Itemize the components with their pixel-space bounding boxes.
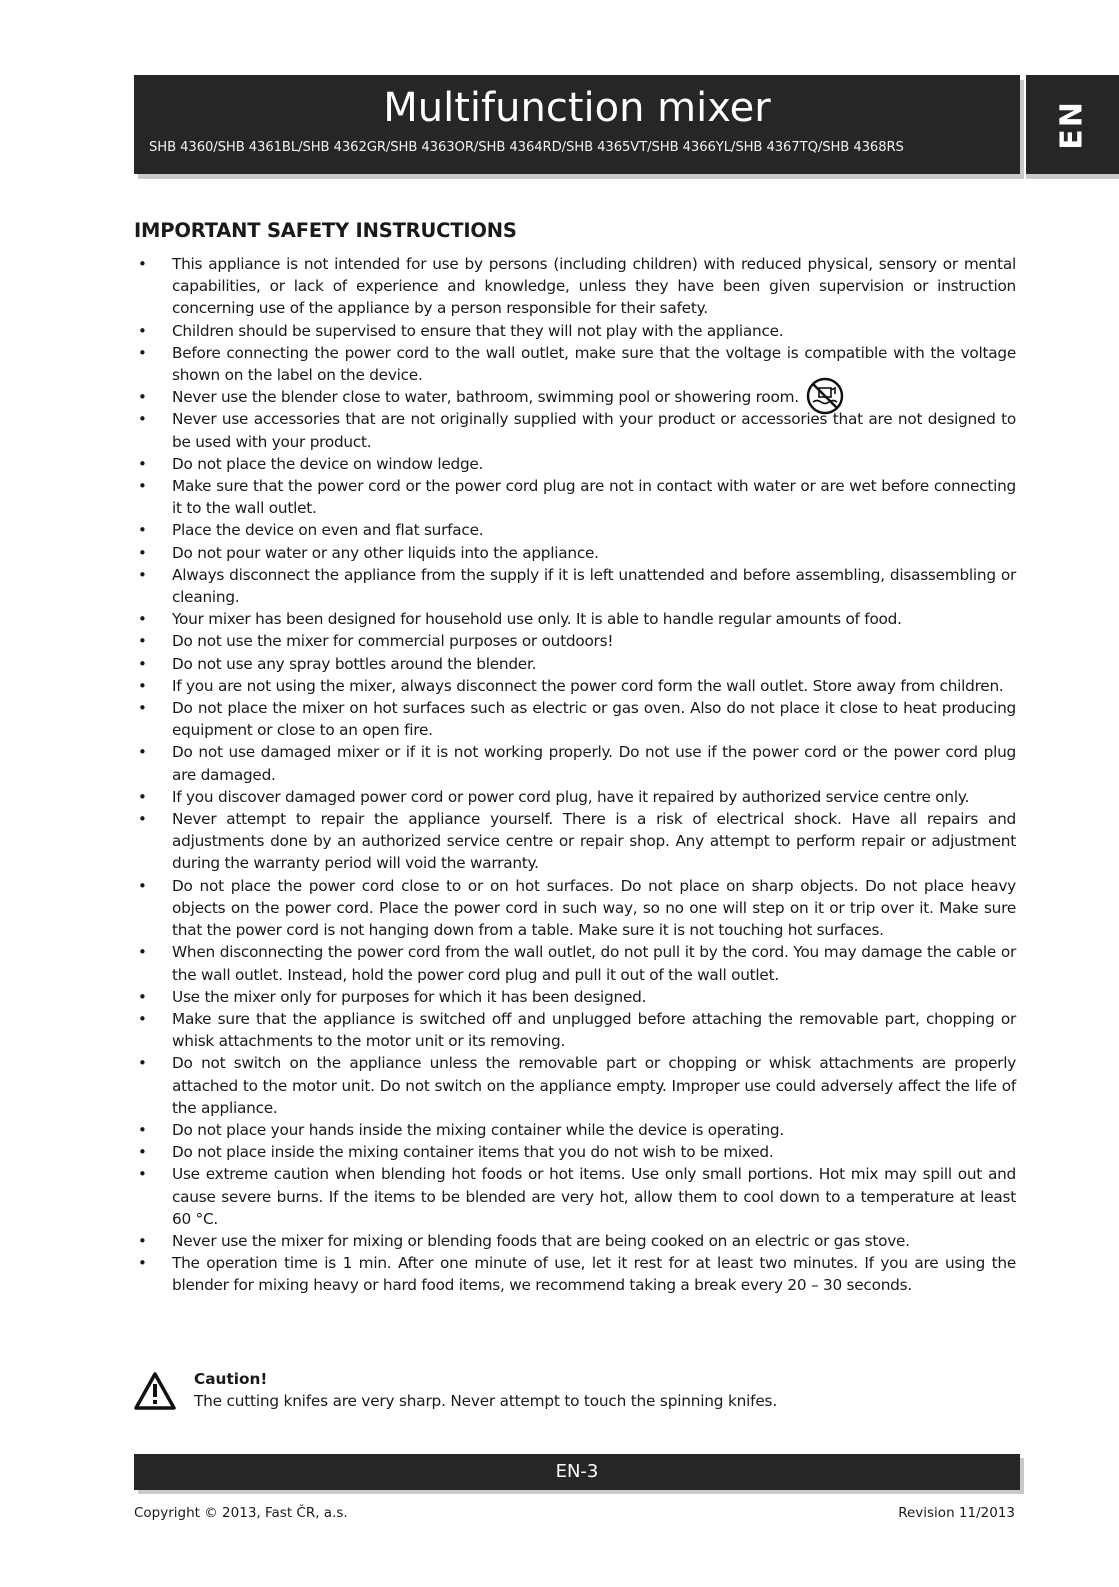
bullet: • — [138, 454, 147, 473]
instruction-text: Your mixer has been designed for household use only. It is able to handle regular amounts of food. — [172, 610, 902, 629]
bullet: • — [138, 632, 147, 651]
instruction-item — [134, 697, 1016, 741]
instruction-text: Do not use the mixer for commercial purposes or outdoors! — [172, 632, 614, 651]
instruction-item — [134, 408, 1016, 452]
instruction-item — [134, 1230, 1016, 1252]
instruction-text: If you are not using the mixer, always disconnect the power cord form the wall outlet. Store away from children. — [172, 676, 1004, 695]
bullet: • — [138, 943, 147, 962]
safety-instructions-list — [134, 253, 1016, 1297]
bullet: • — [138, 543, 147, 562]
bullet: • — [138, 255, 147, 273]
instruction-text: The operation time is 1 min. After one minute of use, let it rest for at least two minutes. If you are using the blender for mixing heavy or hard food items, we recommend taking a break every 20 – 30 seconds. — [172, 1254, 1016, 1295]
instruction-text: Do not place the device on window ledge. — [172, 454, 484, 473]
instruction-text: If you discover damaged power cord or power cord plug, have it repaired by authorized service centre only. — [172, 787, 970, 806]
caution-title: Caution! — [194, 1370, 268, 1388]
instruction-item — [134, 1252, 1016, 1296]
bullet: • — [138, 1009, 147, 1028]
warning-triangle-icon — [134, 1372, 176, 1410]
page-number: EN-3 — [555, 1461, 599, 1482]
bullet: • — [138, 987, 147, 1006]
instruction-item — [134, 519, 1016, 541]
bullet: • — [138, 410, 147, 429]
bullet: • — [138, 1165, 147, 1184]
instruction-text: Make sure that the appliance is switched off and unplugged before attaching the removable part, chopping or whisk attachments to the motor unit or its removing. — [172, 1009, 1016, 1051]
bullet: • — [138, 343, 147, 362]
bullet: • — [138, 610, 147, 629]
copyright: Copyright © 2013, Fast ČR, a.s. — [134, 1505, 348, 1521]
instruction-text: Do not use damaged mixer or if it is not working properly. Do not use if the power cord or the power cord plug are damaged. — [172, 743, 1016, 784]
language-label: EN — [1054, 100, 1090, 150]
instruction-text: Never use the mixer for mixing or blending foods that are being cooked on an electric or gas stove. — [172, 1231, 910, 1250]
instruction-text: Never attempt to repair the appliance yourself. There is a risk of electrical shock. Have all repairs and adjustments done by an authorized service centre or repair shop. Any attempt to perform repair or adjustment during the warranty period will void the warranty. — [172, 810, 1016, 873]
instruction-item — [134, 1163, 1016, 1230]
bullet: • — [138, 521, 147, 540]
bullet: • — [138, 565, 147, 584]
instruction-text: This appliance is not intended for use by persons (including children) with reduced physical, sensory or mental capabilities, or lack of experience and knowledge, unless they have been given supervision or instruction concerning use of the appliance by a person responsible for their safety. — [172, 255, 1016, 318]
instruction-item — [134, 786, 1016, 808]
instruction-text: Before connecting the power cord to the wall outlet, make sure that the voltage is compatible with the voltage shown on the label on the device. — [172, 343, 1016, 385]
instruction-item — [134, 941, 1016, 985]
instruction-item — [134, 320, 1016, 342]
instruction-item — [134, 875, 1016, 942]
instruction-text: Children should be supervised to ensure that they will not play with the appliance. — [172, 321, 784, 340]
model-numbers: SHB 4360/SHB 4361BL/SHB 4362GR/SHB 4363OR/SHB 4364RD/SHB 4365VT/SHB 4366YL/SHB 4367TQ/SHB 4368RS — [149, 140, 904, 155]
caution-text: The cutting knifes are very sharp. Never attempt to touch the spinning knifes. — [194, 1392, 777, 1410]
instruction-text: Always disconnect the appliance from the supply if it is left unattended and before assembling, disassembling or cleaning. — [172, 565, 1016, 607]
instruction-text: Do not use any spray bottles around the blender. — [172, 654, 537, 673]
instruction-text: Place the device on even and flat surface. — [172, 521, 484, 540]
bullet: • — [138, 699, 147, 718]
document-title: Multifunction mixer — [383, 85, 771, 131]
bullet: • — [138, 676, 147, 695]
instruction-item — [134, 630, 1016, 652]
instruction-item — [134, 475, 1016, 519]
instruction-item — [134, 253, 1016, 320]
instruction-text: Do not pour water or any other liquids into the appliance. — [172, 543, 599, 562]
bullet: • — [138, 1054, 147, 1073]
bullet: • — [138, 787, 147, 806]
instruction-item — [134, 564, 1016, 608]
instruction-item — [134, 653, 1016, 675]
instruction-item — [134, 1052, 1016, 1119]
language-tab — [1026, 75, 1119, 174]
instruction-item — [134, 986, 1016, 1008]
instruction-text: Do not place the power cord close to or on hot surfaces. Do not place on sharp objects. Do not place heavy objects on the power cord. Place the power cord in such way, so no one will step on it or trip over it. Make sure that the power cord is not hanging down from a table. Make sure it is not touching hot surfaces. — [172, 876, 1016, 940]
bullet: • — [138, 810, 147, 829]
bullet: • — [138, 1143, 147, 1162]
header-banner — [134, 75, 1020, 174]
instruction-item — [134, 1008, 1016, 1052]
instruction-item — [134, 608, 1016, 630]
bullet: • — [138, 1231, 147, 1250]
instruction-item — [134, 1141, 1016, 1163]
instruction-text: Do not place the mixer on hot surfaces such as electric or gas oven. Also do not place it close to heat producing equipment or close to an open fire. — [172, 699, 1016, 740]
section-heading: IMPORTANT SAFETY INSTRUCTIONS — [134, 219, 517, 242]
instruction-text: Do not switch on the appliance unless the removable part or chopping or whisk attachments are properly attached to the motor unit. Do not switch on the appliance empty. Improper use could adversely affect the life of the appliance. — [172, 1054, 1016, 1117]
bullet: • — [138, 321, 147, 340]
instruction-text: Never use accessories that are not originally supplied with your product or accessories that are not designed to be used with your product. — [172, 410, 1016, 451]
revision: Revision 11/2013 — [898, 1505, 1015, 1521]
bullet: • — [138, 654, 147, 673]
bullet: • — [138, 1120, 147, 1139]
page-number-bar — [134, 1454, 1020, 1490]
instruction-text: When disconnecting the power cord from the wall outlet, do not pull it by the cord. You may damage the cable or the wall outlet. Instead, hold the power cord plug and pull it out of the wall outlet. — [172, 943, 1016, 984]
instruction-item — [134, 386, 1016, 408]
instruction-text: Use the mixer only for purposes for which it has been designed. — [172, 987, 647, 1006]
bullet: • — [138, 1254, 147, 1273]
bullet: • — [138, 388, 147, 407]
instruction-text: Make sure that the power cord or the power cord plug are not in contact with water or are wet before connecting it to the wall outlet. — [172, 477, 1016, 518]
instruction-text: Use extreme caution when blending hot foods or hot items. Use only small portions. Hot mix may spill out and cause severe burns. If the items to be blended are very hot, allow them to cool down to a temperature at least 60 °C. — [172, 1165, 1016, 1228]
instruction-item — [134, 1119, 1016, 1141]
instruction-item — [134, 342, 1016, 386]
instruction-text: Do not place your hands inside the mixing container while the device is operating. — [172, 1120, 784, 1139]
bullet: • — [138, 477, 147, 496]
instruction-text: Never use the blender close to water, bathroom, swimming pool or showering room. — [172, 388, 799, 407]
instruction-item — [134, 675, 1016, 697]
bullet: • — [138, 876, 147, 895]
bullet: • — [138, 743, 147, 762]
instruction-item — [134, 542, 1016, 564]
instruction-text: Do not place inside the mixing container items that you do not wish to be mixed. — [172, 1143, 774, 1162]
instruction-item — [134, 453, 1016, 475]
instruction-item — [134, 808, 1016, 875]
caution-note — [134, 1368, 1016, 1418]
instruction-item — [134, 741, 1016, 785]
